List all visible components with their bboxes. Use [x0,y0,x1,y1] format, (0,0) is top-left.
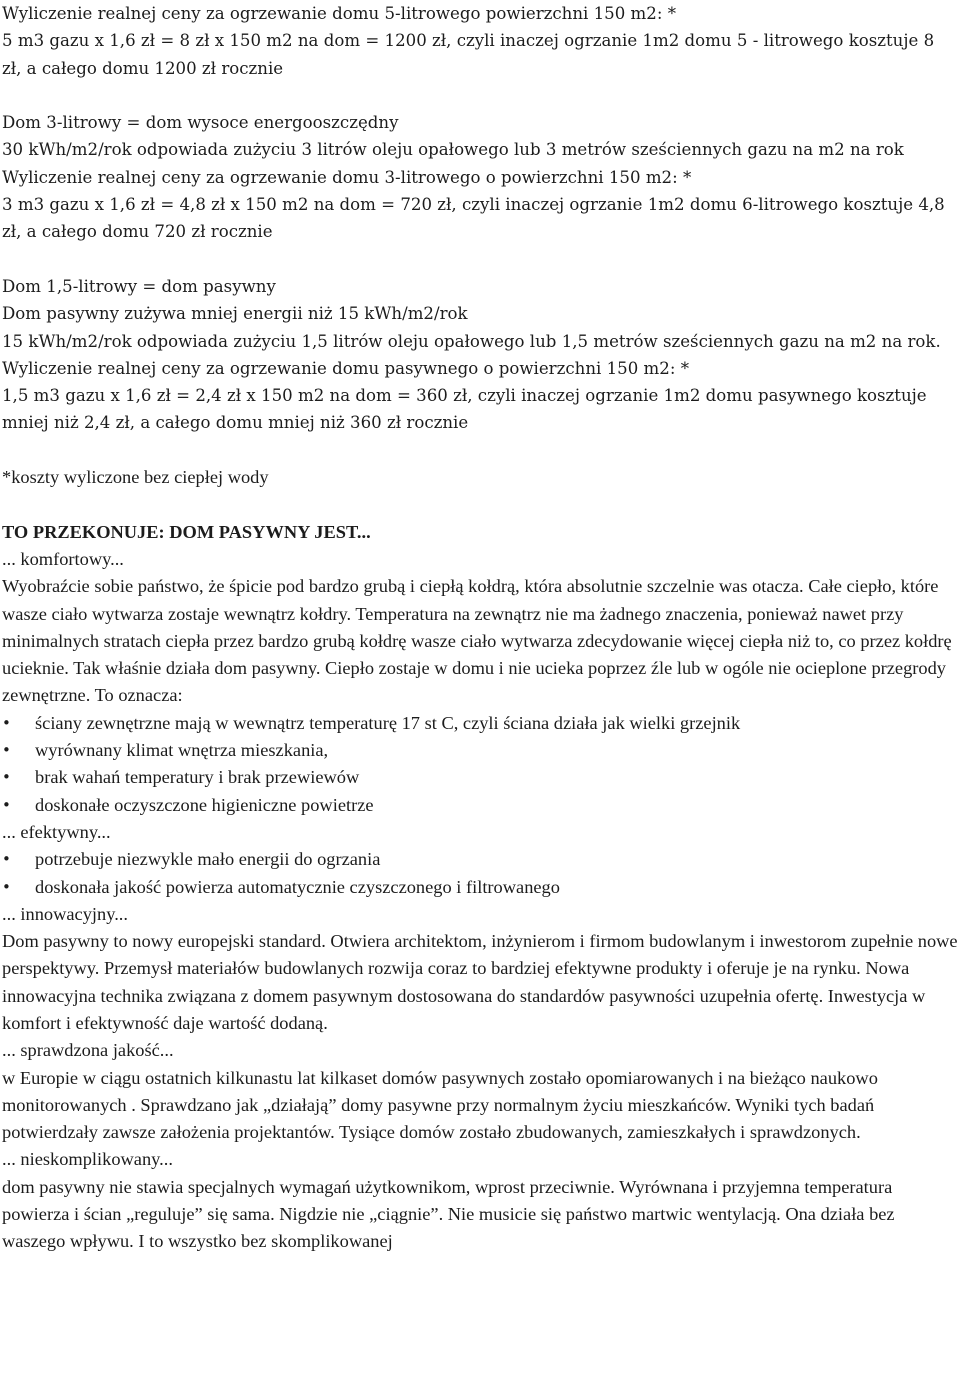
spacer [2,246,958,273]
subtitle-passive-house: Dom pasywny zużywa mniej energii niż 15 kWh/m2/rok [2,304,468,324]
title-3-litre: Dom 3-litrowy = dom wysoce energooszczędny [2,113,399,133]
calc-line-3-litre: 3 m3 gazu x 1,6 zł = 4,8 zł x 150 m2 na dom = 720 zł, czyli inaczej ogrzanie 1m2 domu 6-litrowego kosztuje 4,8 zł, a całego domu 720 zł rocznie [2,195,945,242]
section-label-effective: ... efektywny... [2,821,111,842]
convince-heading: TO PRZEKONUJE: DOM PASYWNY JEST... [2,521,371,542]
list-item: • potrzebuje niezwykle mało energii do ogrzania [2,846,958,873]
footnote: *koszty wyliczone bez ciepłej wody [2,467,269,488]
list-comfortable [2,710,958,819]
list-item: • doskonałe oczyszczone higieniczne powietrze [2,792,958,819]
section-label-comfortable: ... komfortowy... [2,548,124,569]
calc-heading-5-litre: Wyliczenie realnej ceny za ogrzewanie domu 5-litrowego powierzchni 150 m2: * [2,4,677,23]
calc-heading-passive-house: Wyliczenie realnej ceny za ogrzewanie domu pasywnego o powierzchni 150 m2: * [2,358,690,378]
section-label-innovative: ... innowacyjny... [2,903,128,924]
list-effective [2,846,958,901]
document-body [2,0,958,1256]
section-label-proven-quality: ... sprawdzona jakość... [2,1040,174,1061]
section-label-uncomplicated: ... nieskomplikowany... [2,1149,173,1170]
section-text-proven-quality: w Europie w ciągu ostatnich kilkunastu lat kilkaset domów pasywnych zostało opomiarowanych i na bieżąco naukowo monitorowanych . Sprawdzano jak „działają” domy pasywne przy normalnym życiu mieszkańców. Wyniki tych badań potwierdzały zawsze założenia projektantów. Tysiące domów zostało zbudowanych, zamieszkałych i sprawdzonych. [2,1067,878,1143]
definition-passive-house: 15 kWh/m2/rok odpowiada zużyciu 1,5 litrów oleju opałowego lub 1,5 metrów sześciennych gazu na m2 na rok. [2,331,941,351]
section-text-uncomplicated: dom pasywny nie stawia specjalnych wymagań użytkownikom, wprost przeciwnie. Wyrównana i przyjemna temperatura powierza i ścian „reguluje” się sama. Nigdzie nie „ciągnie”. Nie musicie się państwo martwic wentylacją. Ona działa bez waszego wpływu. I to wszystko bez skomplikowanej [2,1176,895,1252]
section-text-innovative: Dom pasywny to nowy europejski standard. Otwiera architektom, inżynierom i firmom budowlanym i inwestorom zupełnie nowe perspektywy. Przemysł materiałów budowlanych rozwija coraz to bardziej efektywne produkty i oferuje je na rynku. Nowa innowacyjna technika związana z domem pasywnym dostosowana do standardów pasywności uzupełnia ofertę. Inwestycja w komfort i efektywność daje wartość dodaną. [2,931,958,1033]
spacer [2,437,958,464]
calc-heading-3-litre: Wyliczenie realnej ceny za ogrzewanie domu 3-litrowego o powierzchni 150 m2: * [2,167,692,187]
calc-line-5-litre: 5 m3 gazu x 1,6 zł = 8 zł x 150 m2 na dom = 1200 zł, czyli inaczej ogrzanie 1m2 domu 5 - litrowego kosztuje 8 zł, a całego domu 1200 zł rocznie [2,31,935,78]
title-passive-house: Dom 1,5-litrowy = dom pasywny [2,276,276,296]
spacer [2,491,958,518]
list-item: • doskonała jakość powierza automatycznie czyszczonego i filtrowanego [2,874,958,901]
list-item: • wyrównany klimat wnętrza mieszkania, [2,737,958,764]
list-item: • brak wahań temperatury i brak przewiewów [2,764,958,791]
spacer [2,82,958,109]
calc-line-passive-house: 1,5 m3 gazu x 1,6 zł = 2,4 zł x 150 m2 na dom = 360 zł, czyli inaczej ogrzanie 1m2 domu pasywnego kosztuje mniej niż 2,4 zł, a całego domu mniej niż 360 zł rocznie [2,386,927,433]
list-item: • ściany zewnętrzne mają w wewnątrz temperaturę 17 st C, czyli ściana działa jak wielki grzejnik [2,710,958,737]
definition-3-litre: 30 kWh/m2/rok odpowiada zużyciu 3 litrów oleju opałowego lub 3 metrów sześciennych gazu na m2 na rok [2,140,904,160]
section-text-comfortable: Wyobraźcie sobie państwo, że śpicie pod bardzo grubą i ciepłą kołdrą, która absolutnie szczelnie was otacza. Całe ciepło, które wasze ciało wytwarza zostaje wewnątrz kołdry. Temperatura na zewnątrz nie ma żadnego znaczenia, ponieważ nawet przy minimalnych stratach ciepła przez bardzo grubą kołdrę wasze ciało wytwarza zdecydowanie więcej ciepła niż to, co przez kołdrę ucieknie. Tak właśnie działa dom pasywny. Ciepło zostaje w domu i nie ucieka poprzez źle lub w ogóle nie ocieplone przegrody zewnętrzne. To oznacza: [2,576,952,706]
